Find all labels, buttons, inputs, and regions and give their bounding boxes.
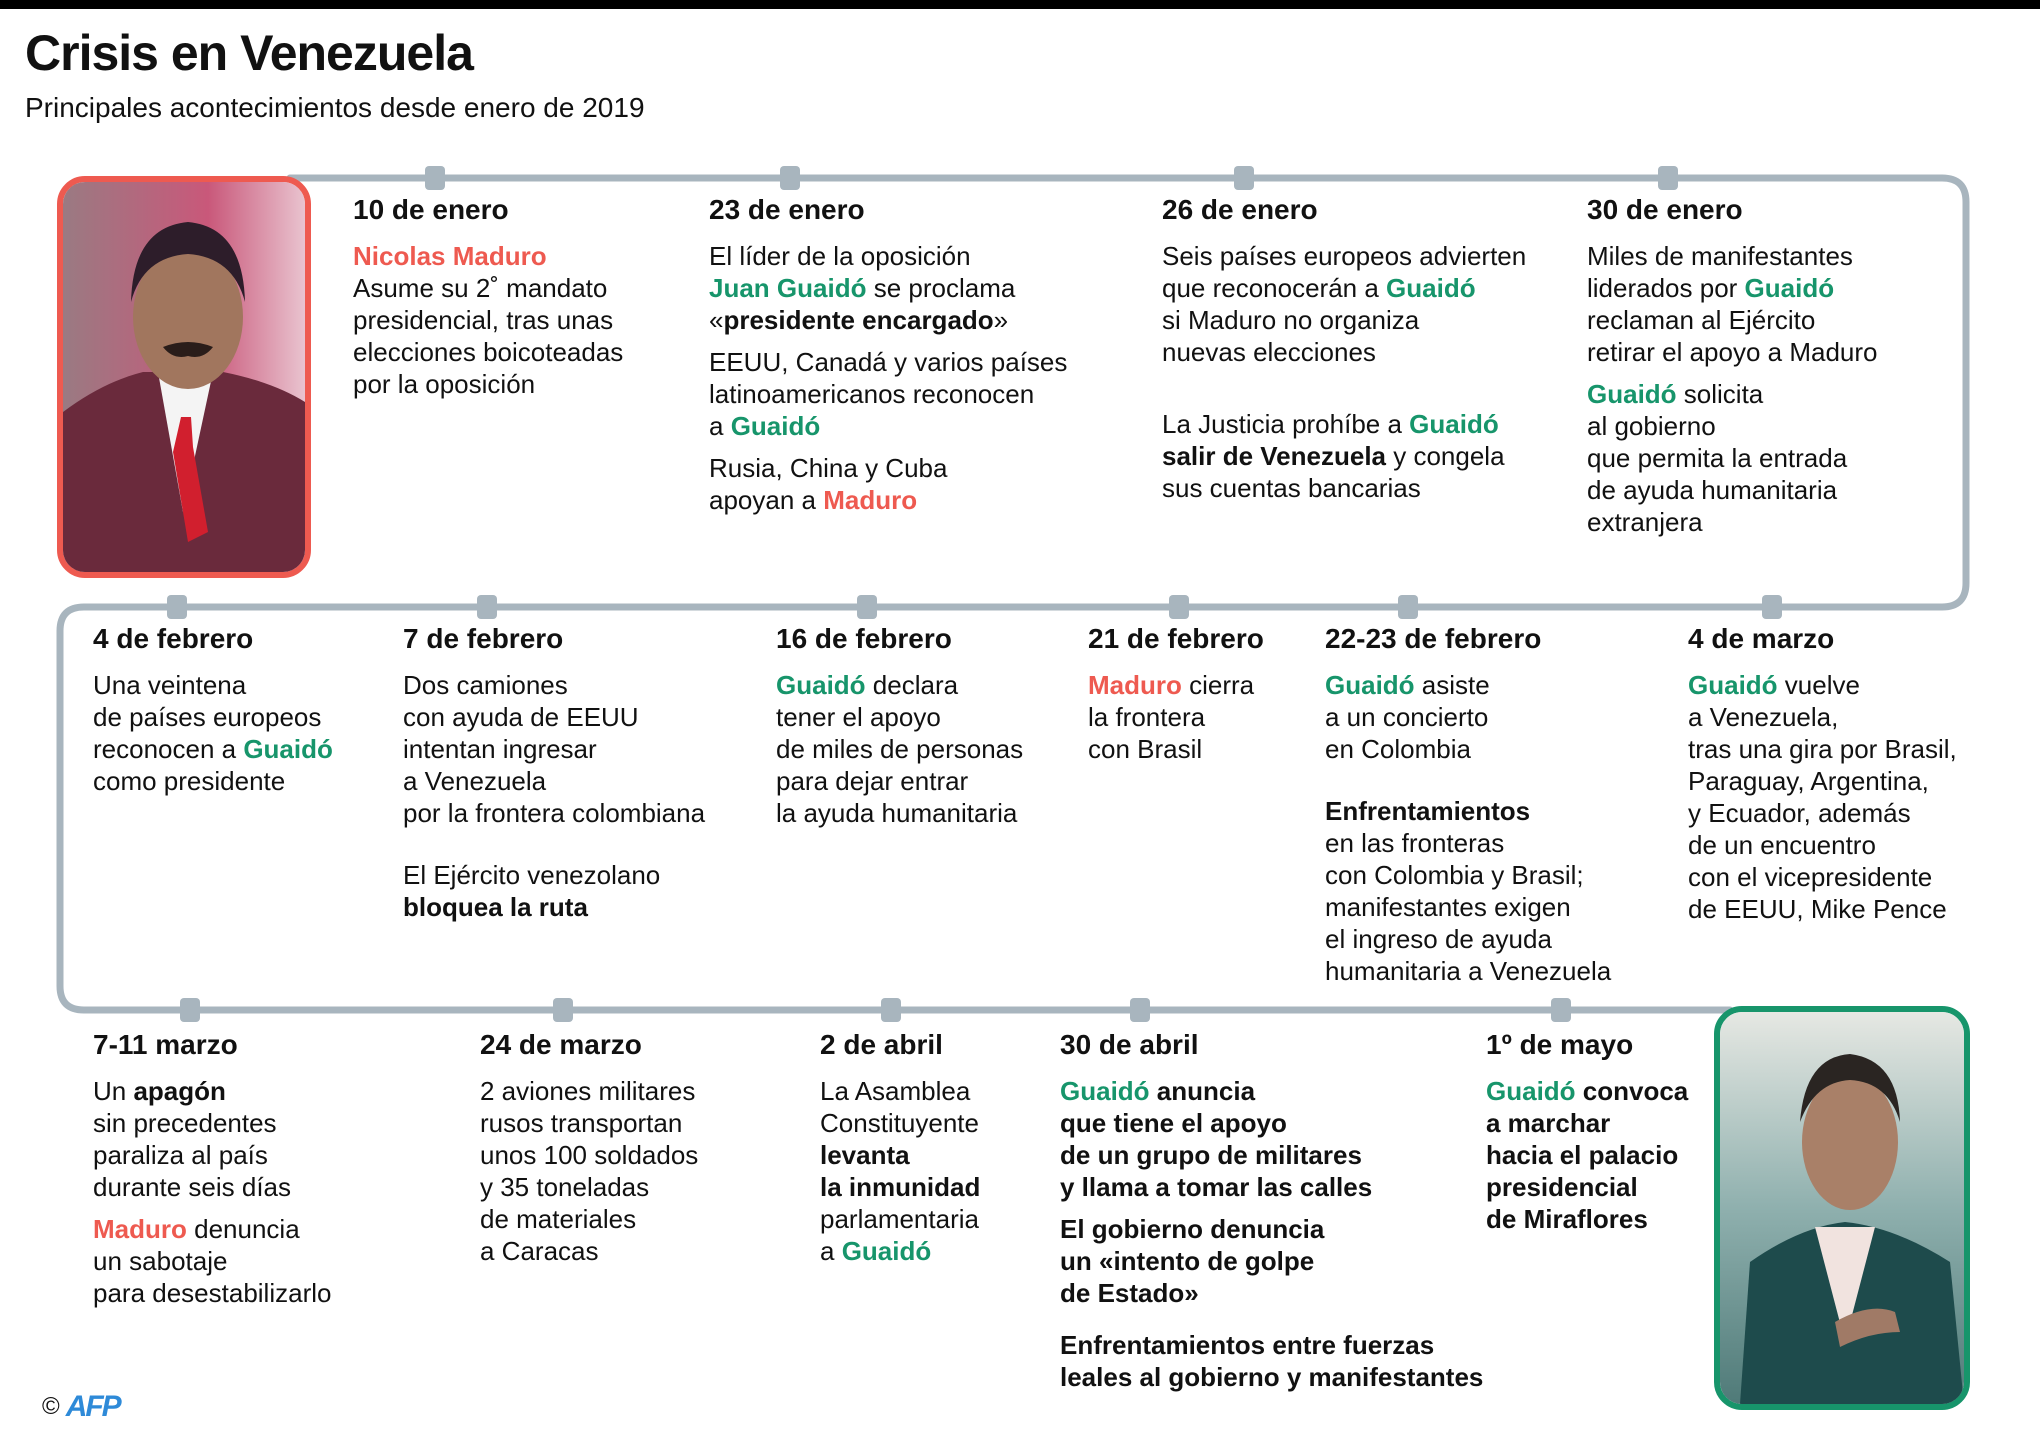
event-description: Un apagón sin precedentes paraliza al país durante seis días [93, 1076, 292, 1202]
event-description: Guaidó anuncia que tiene el apoyo de un grupo de militares y llama a tomar las calles [1060, 1076, 1373, 1202]
event-description: El Ejército venezolano bloquea la ruta [403, 860, 661, 922]
event-description: Dos camiones con ayuda de EEUU intentan ingresar a Venezuela por la frontera colombiana [403, 670, 706, 828]
event-date: 26 de enero [1162, 194, 1318, 225]
timeline-event [776, 623, 1116, 839]
event-description: Miles de manifestantes liderados por Guaidó reclaman al Ejército retirar el apoyo a Maduro [1587, 241, 1878, 367]
event-date: 24 de marzo [480, 1029, 642, 1060]
timeline-event [1060, 1029, 1550, 1403]
event-description: Maduro cierra la frontera con Brasil [1088, 670, 1255, 764]
maduro-portrait-image [63, 182, 305, 572]
event-date: 1º de mayo [1486, 1029, 1634, 1060]
maduro-photo [57, 176, 311, 578]
event-description: Nicolas Maduro Asume su 2˚ mandato presidencial, tras unas elecciones boicoteadas por la oposición [353, 241, 624, 399]
event-description: Rusia, China y Cuba apoyan a Maduro [709, 453, 948, 515]
event-date: 4 de marzo [1688, 623, 1835, 654]
timeline-event [1325, 623, 1695, 997]
timeline-event [353, 194, 723, 410]
event-date: 7-11 marzo [93, 1029, 238, 1060]
event-date: 22-23 de febrero [1325, 623, 1542, 654]
event-date: 23 de enero [709, 194, 865, 225]
timeline-event [93, 623, 433, 807]
event-description: El líder de la oposición Juan Guaidó se proclama «presidente encargado» [709, 241, 1016, 335]
guaido-portrait-image [1720, 1012, 1964, 1404]
event-description: 2 aviones militares rusos transportan unos 100 soldados y 35 toneladas de materiales a Caracas [480, 1076, 699, 1266]
event-description: Enfrentamientos en las fronteras con Colombia y Brasil; manifestantes exigen el ingreso de ayuda humanitaria a Venezuela [1325, 796, 1612, 986]
footer [42, 1390, 120, 1424]
event-description: Guaidó convoca a marchar hacia el palacio presidencial de Miraflores [1486, 1076, 1689, 1234]
page-title: Crisis en Venezuela [25, 25, 473, 81]
event-description: Guaidó asiste a un concierto en Colombia [1325, 670, 1490, 764]
timeline-event [1688, 623, 2040, 935]
timeline-event [1088, 623, 1328, 775]
event-date: 21 de febrero [1088, 623, 1264, 654]
event-date: 10 de enero [353, 194, 509, 225]
event-description: La Asamblea Constituyente levanta la inmunidad parlamentaria a Guaidó [820, 1076, 981, 1266]
afp-logo: AFP [65, 1390, 120, 1423]
page-subtitle: Principales acontecimientos desde enero de 2019 [25, 92, 645, 123]
event-description: Guaidó declara tener el apoyo de miles de personas para dejar entrar la ayuda humanitaria [776, 670, 1024, 828]
timeline-event [1486, 1029, 1746, 1245]
timeline-event [93, 1029, 433, 1319]
timeline-event [820, 1029, 1080, 1277]
event-date: 16 de febrero [776, 623, 952, 654]
event-description: Enfrentamientos entre fuerzas leales al gobierno y manifestantes [1060, 1330, 1484, 1392]
timeline-event [480, 1029, 780, 1277]
timeline-event [1162, 194, 1612, 514]
copyright-symbol: © [42, 1393, 60, 1420]
event-description: EEUU, Canadá y varios países latinoamericanos reconocen a Guaidó [709, 347, 1068, 441]
event-description: Una veintena de países europeos reconocen a Guaidó como presidente [93, 670, 333, 796]
event-description: Guaidó vuelve a Venezuela, tras una gira por Brasil, Paraguay, Argentina, y Ecuador, además de un encuentro con el vicepresidente de EEUU, Mike Pence [1688, 670, 1957, 924]
event-date: 30 de abril [1060, 1029, 1199, 1060]
timeline-event [709, 194, 1149, 526]
event-date: 2 de abril [820, 1029, 943, 1060]
event-description: El gobierno denuncia un «intento de golpe de Estado» [1060, 1214, 1325, 1308]
event-description: La Justicia prohíbe a Guaidó salir de Venezuela y congela sus cuentas bancarias [1162, 409, 1505, 503]
event-description: Seis países europeos advierten que reconocerán a Guaidó si Maduro no organiza nuevas elecciones [1162, 241, 1527, 367]
event-description: Maduro denuncia un sabotaje para desestabilizarlo [93, 1214, 332, 1308]
event-date: 4 de febrero [93, 623, 254, 654]
event-description: Guaidó solicita al gobierno que permita la entrada de ayuda humanitaria extranjera [1587, 379, 1848, 537]
event-date: 7 de febrero [403, 623, 564, 654]
timeline-event [1587, 194, 1997, 548]
event-date: 30 de enero [1587, 194, 1743, 225]
timeline-event [403, 623, 813, 933]
guaido-photo [1714, 1006, 1970, 1410]
